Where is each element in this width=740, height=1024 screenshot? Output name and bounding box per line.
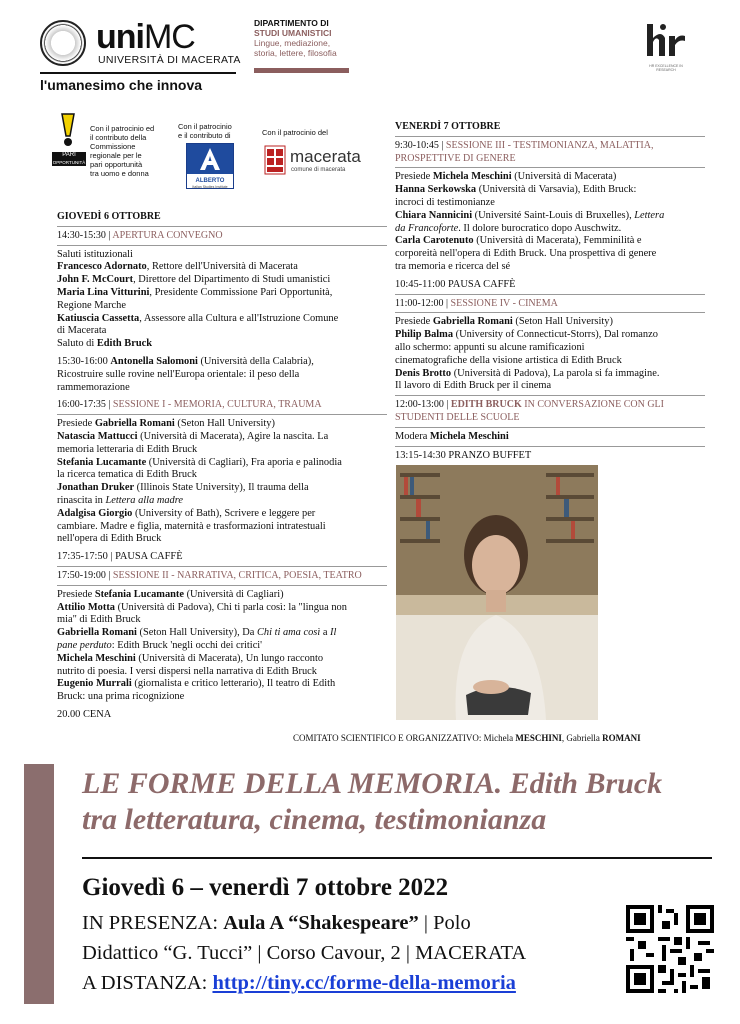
edith-bruck-photo (396, 465, 598, 720)
university-name: UNIVERSITÀ DI MACERATA (98, 54, 241, 66)
program-day-2: VENERDÌ 7 OTTOBRE 9:30-10:45 | SESSIONE III - TESTIMONIANZA, MALATTIA, PROSPETTIVE DI GENERE Presiede Michela Meschini (Università di Macerata) Hanna Serkowska (Università di Varsavia), Edith Bruck: incroci di testimonianze Chiara Nannicini (Université Saint-Louis di Bruxelles), Lettera da Francoforte. Il dolore burocratico dopo Auschwitz. Carla Carotenuto (Università di Macerata), Femminilità e corporeità nell'opera di Edith Bruck. Una prospettiva di genere tra memoria e ricerca del sé 10:45-11:00 PAUSA CAFFÈ 11:00-12:00 | SESSIONE IV - CINEMA Presiede Gabriella Romani (Seton Hall University) Philip Balma (University of Connecticut-Storrs), Dal romanzo allo schermo: appunti su alcune ramificazioni cinematografiche della visione artistica di Edith Bruck Denis Brotto (Università di Padova), La parola si fa immagine. Il lavoro di Edith Bruck per il cinema 12:00-13:00 | EDITH BRUCK IN CONVERSAZIONE CON GLI STUDENTI DELLE SCUOLE Modera Michela Meschini 13:15-14:30 PRANZO BUFFET (395, 121, 705, 462)
tagline: l'umanesimo che innova (40, 77, 203, 93)
unimc-logo (40, 18, 250, 74)
accent-bar (24, 764, 54, 1004)
coffee-break: 10:45-11:00 PAUSA CAFFÈ (395, 278, 516, 290)
dinner: 20.00 CENA (57, 708, 112, 720)
lunch: 13:15-14:30 PRANZO BUFFET (395, 449, 532, 461)
session-header: 14:30-15:30 | APERTURA CONVEGNO (57, 229, 223, 241)
program-day-1: GIOVEDÌ 6 OTTOBRE 14:30-15:30 | APERTURA CONVEGNO Saluti istituzionali Francesco Adornato, Rettore dell'Università di Macerata John F. McCourt, Direttore del Dipartimento di Studi umanistici Maria Lina Vitturini, Presidente Commissione Pari Opportunità, Regione Marche Katiuscia Cassetta, Assessore alla Cultura e all'Istruzione Comune di Macerata Saluto di Edith Bruck 15:30-16:00 Antonella Salomoni (Università della Calabria), Ricostruire sulle rovine nell'Europa orientale: il peso della rammemorazione 16:00-17:35 | SESSIONE I - MEMORIA, CULTURA, TRAUMA Presiede Gabriella Romani (Seton Hall University) Natascia Mattucci (Università di Macerata), Agire la nascita. La memoria letteraria di Edith Bruck Stefania Lucamante (Università di Cagliari), Fra aporia e palinodia la ricerca tematica di Edith Bruck Jonathan Druker (Illinois State University), Il trauma della rinascita in Lettera alla madre Adalgisa Giorgio (University of Bath), Scrivere e leggere per cambiare. Madre e figlia, maternità e trasformazioni intratestuali nell'opera di Edith Bruck 17:35-17:50 | PAUSA CAFFÈ 17:50-19:00 | SESSIONE II - NARRATIVA, CRITICA, POESIA, TEATRO Presiede Stefania Lucamante (Università di Cagliari) Attilio Motta (Università di Padova), Chi ti parla così: la "lingua non mia" di Edith Bruck Gabriella Romani (Seton Hall University), Da Chi ti ama così a Il pane perduto: Edith Bruck 'negli occhi dei critici' Michela Meschini (Università di Macerata), Un lungo racconto nutrito di poesia. I versi dispersi nella narrativa di Edith Bruck Eugenio Murrali (giornalista e critico letterario), Il teatro di Edith Bruck: una prima ricognizione 20.00 CENA (57, 211, 387, 722)
city-crest-icon (264, 145, 286, 175)
portrait-image (396, 465, 598, 720)
hr-excellence-logo: HR EXCELLENCE IN RESEARCH (641, 22, 691, 72)
remote-link[interactable]: http://tiny.cc/forme-della-memoria (212, 972, 516, 994)
venue-line-1: IN PRESENZA: Aula A “Shakespeare” | Polo (82, 912, 471, 934)
department-block: DIPARTIMENTO DI STUDI UMANISTICI Lingue, mediazione, storia, lettere, filosofia (254, 18, 337, 58)
qr-code-graphic (626, 905, 714, 993)
exclamation-icon (52, 112, 86, 148)
session-header: 12:00-13:00 | EDITH BRUCK IN CONVERSAZIONE CON GLI (395, 399, 664, 411)
coffee-break: 17:35-17:50 | PAUSA CAFFÈ (57, 551, 183, 563)
event-title: LE FORME DELLA MEMORIA. Edith Bruck tra letteratura, cinema, testimonianza (82, 767, 663, 836)
university-seal-icon (40, 20, 86, 66)
committee-credit: COMITATO SCIENTIFICO E ORGANIZZATIVO: Michela MESCHINI, Gabriella ROMANI (293, 733, 641, 743)
comune-macerata-logo: macerata comune di macerata (264, 145, 374, 177)
session-header: 16:00-17:35 | SESSIONE I - MEMORIA, CULTURA, TRAUMA (57, 399, 322, 411)
venue-line-2: Didattico “G. Tucci” | Corso Cavour, 2 | MACERATA (82, 942, 527, 964)
session-header: 9:30-10:45 | SESSIONE III - TESTIMONIANZA, MALATTIA, (395, 139, 654, 151)
title-divider (82, 857, 712, 859)
alberto-institute-logo: ALBERTO Italian Studies Institute (186, 143, 234, 189)
patron-text-pari: Con il patrocinio ed il contributo della Commissione regionale per le pari opportunità tra uomo e donna (90, 124, 155, 178)
qr-code-icon[interactable] (626, 905, 714, 993)
patron-text-comune: Con il patrocinio del (262, 128, 328, 137)
hr-logo-icon (641, 22, 691, 60)
day-heading: VENERDÌ 7 OTTOBRE (395, 121, 501, 132)
remote-line: A DISTANZA: http://tiny.cc/forme-della-memoria (82, 972, 516, 994)
patron-text-alberto: Con il patrocinio e il contributo di (178, 122, 232, 140)
pari-opportunita-logo: PARI OPPORTUNITÀ (52, 112, 86, 164)
event-dates: Giovedì 6 – venerdì 7 ottobre 2022 (82, 874, 449, 901)
letter-a-icon (187, 144, 233, 174)
session-header: 17:50-19:00 | SESSIONE II - NARRATIVA, CRITICA, POESIA, TEATRO (57, 569, 362, 581)
unimc-wordmark: uniMC (96, 18, 195, 56)
tagline-divider (40, 72, 236, 74)
department-underline (254, 68, 349, 73)
session-header: 11:00-12:00 | SESSIONE IV - CINEMA (395, 297, 558, 309)
day-heading: GIOVEDÌ 6 OTTOBRE (57, 211, 161, 222)
